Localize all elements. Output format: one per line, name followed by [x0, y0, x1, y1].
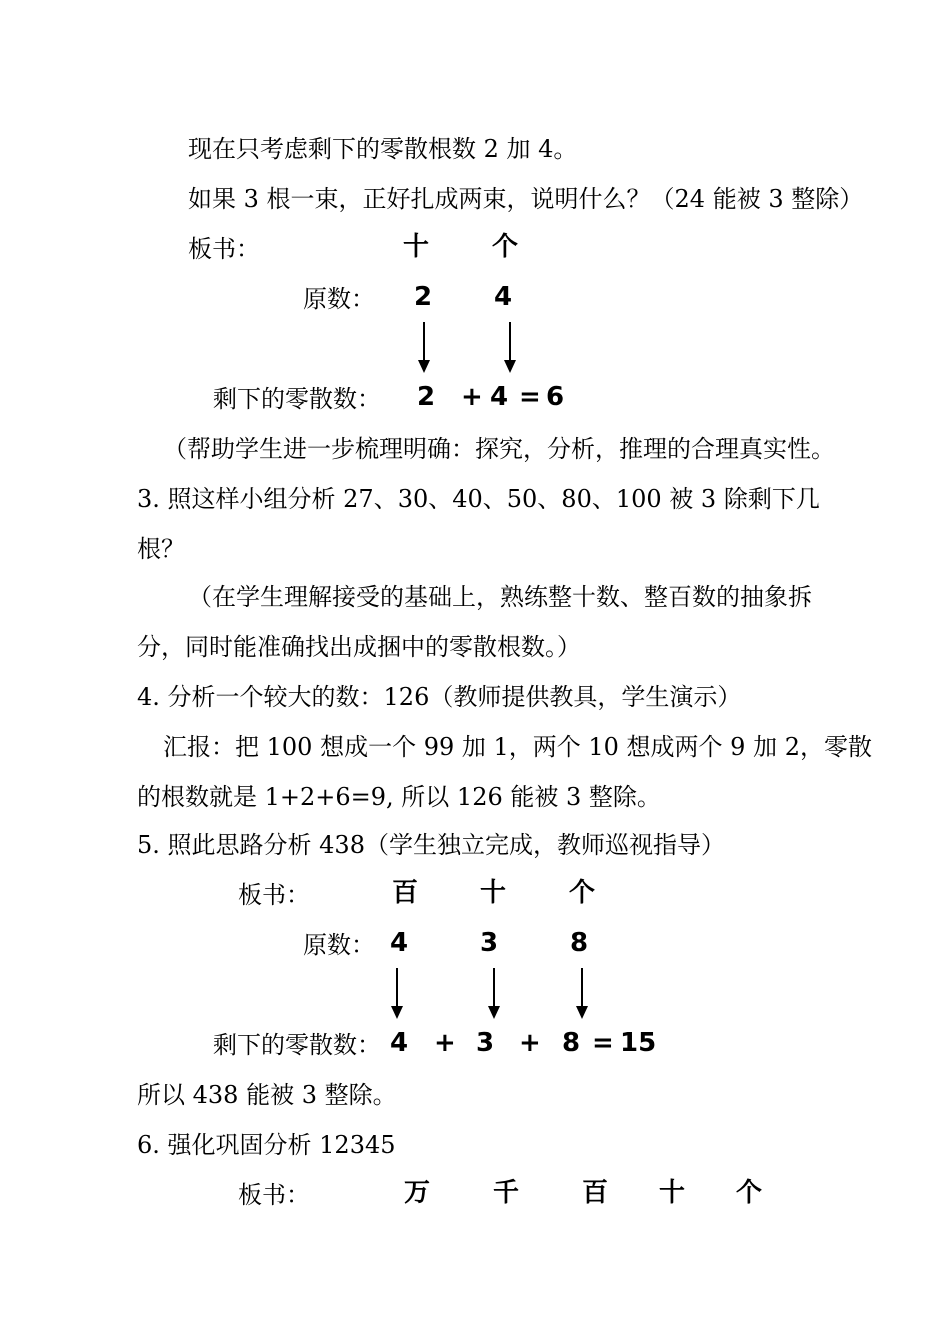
place-header-thousands: 千: [493, 1178, 520, 1208]
text-line: 现在只考虑剩下的零散根数 2 加 4。: [188, 135, 578, 163]
place-header-tens: 十: [659, 1178, 686, 1208]
text-line: 所以 438 能被 3 整除。: [137, 1081, 397, 1109]
sum-term: =: [519, 382, 541, 412]
original-number-label: 原数：: [303, 931, 375, 959]
text-line: 如果 3 根一束，正好扎成两束，说明什么？（24 能被 3 整除）: [188, 185, 864, 213]
text-line: 分，同时能准确找出成捆中的零散根数。）: [137, 633, 581, 661]
text-line: 5. 照此思路分析 438（学生独立完成，教师巡视指导）: [137, 831, 725, 859]
sum-term: 4: [490, 382, 509, 412]
sum-term: +: [461, 382, 483, 412]
place-header-tens: 十: [403, 232, 430, 262]
sum-term: +: [434, 1028, 456, 1058]
text-line: （帮助学生进一步梳理明确：探究，分析，推理的合理真实性。: [163, 435, 835, 463]
place-header-ten-thousands: 万: [404, 1178, 431, 1208]
board-label: 板书：: [238, 881, 310, 909]
text-line: 6. 强化巩固分析 12345: [137, 1131, 396, 1159]
sum-term: 4: [390, 1028, 409, 1058]
text-line: 汇报：把 100 想成一个 99 加 1，两个 10 想成两个 9 加 2，零散: [163, 733, 872, 761]
remainder-label: 剩下的零散数：: [213, 385, 381, 413]
sum-term: 2: [417, 382, 436, 412]
text-line: （在学生理解接受的基础上，熟练整十数、整百数的抽象拆: [188, 583, 812, 611]
down-arrow-icon: [572, 968, 592, 1020]
digit: 4: [390, 928, 409, 958]
down-arrow-icon: [500, 322, 520, 374]
sum-term: +: [519, 1028, 541, 1058]
place-header-ones: 个: [736, 1178, 763, 1208]
text-line: 的根数就是 1+2+6=9, 所以 126 能被 3 整除。: [137, 783, 661, 811]
sum-term: 15: [620, 1028, 657, 1058]
text-line: 根？: [137, 535, 185, 563]
text-line: 4. 分析一个较大的数：126（教师提供教具，学生演示）: [137, 683, 742, 711]
place-header-hundreds: 百: [582, 1178, 609, 1208]
place-header-ones: 个: [569, 878, 596, 908]
place-header-hundreds: 百: [392, 878, 419, 908]
board-label: 板书：: [188, 235, 260, 263]
place-header-ones: 个: [492, 232, 519, 262]
digit: 8: [570, 928, 589, 958]
text-line: 3. 照这样小组分析 27、30、40、50、80、100 被 3 除剩下几: [137, 485, 820, 513]
remainder-label: 剩下的零散数：: [213, 1031, 381, 1059]
digit: 3: [480, 928, 499, 958]
down-arrow-icon: [414, 322, 434, 374]
down-arrow-icon: [484, 968, 504, 1020]
sum-term: =: [592, 1028, 614, 1058]
down-arrow-icon: [387, 968, 407, 1020]
board-label: 板书：: [238, 1181, 310, 1209]
sum-term: 3: [476, 1028, 495, 1058]
digit: 4: [494, 282, 513, 312]
digit: 2: [414, 282, 433, 312]
sum-term: 8: [562, 1028, 581, 1058]
original-number-label: 原数：: [303, 285, 375, 313]
place-header-tens: 十: [480, 878, 507, 908]
sum-term: 6: [546, 382, 565, 412]
